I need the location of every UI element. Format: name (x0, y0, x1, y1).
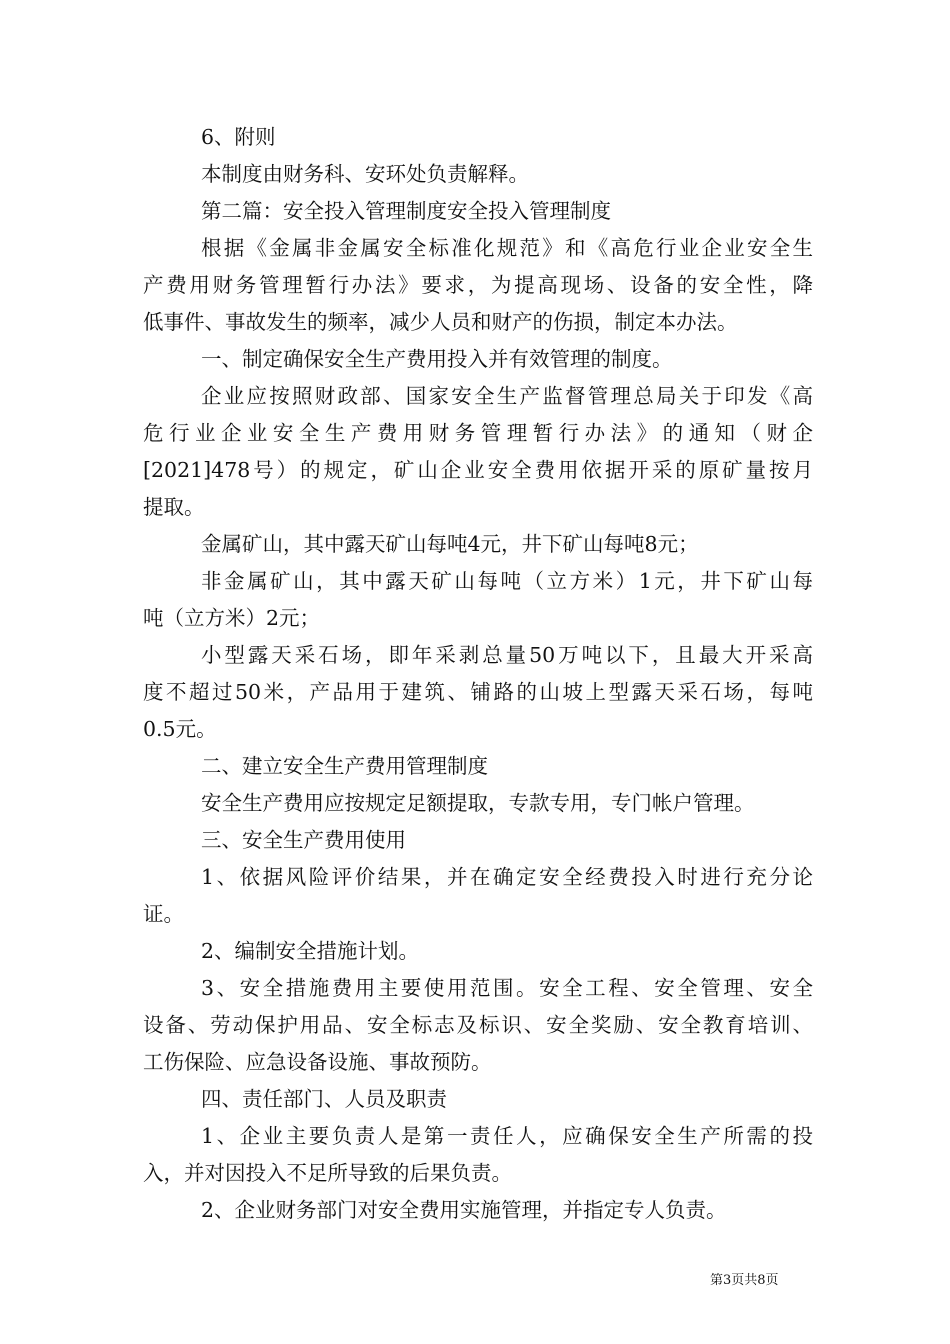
text-line: 提取。 (143, 495, 205, 519)
text-line: 0.5元。 (143, 717, 217, 741)
text-line: 2、企业财务部门对安全费用实施管理，并指定专人负责。 (201, 1198, 727, 1222)
text-line: 1、依据风险评价结果，并在确定安全经费投入时进行充分论 (201, 865, 813, 889)
text-line: 金属矿山，其中露天矿山每吨4元，井下矿山每吨8元； (201, 532, 699, 556)
text-line: 吨（立方米）2元； (143, 606, 321, 630)
paragraph (143, 563, 813, 637)
paragraph (143, 156, 813, 193)
section-heading (143, 822, 813, 859)
paragraph (143, 970, 813, 1081)
text-line: 本制度由财务科、安环处负责解释。 (201, 162, 529, 186)
text-line: 三、安全生产费用使用 (201, 828, 406, 852)
paragraph (143, 1192, 813, 1229)
text-line: 小型露天采石场，即年采剥总量50万吨以下，且最大开采高 (201, 643, 813, 667)
paragraph (143, 341, 813, 378)
section-heading (143, 1081, 813, 1118)
section-heading (143, 748, 813, 785)
paragraph (143, 230, 813, 341)
text-line: 证。 (143, 902, 184, 926)
text-line: 2、编制安全措施计划。 (201, 939, 420, 963)
text-line: 度不超过50米，产品用于建筑、铺路的山坡上型露天采石场，每吨 (143, 680, 813, 704)
paragraph (143, 785, 813, 822)
text-line: 四、责任部门、人员及职责 (201, 1087, 447, 1111)
text-line: 安全生产费用应按规定足额提取，专款专用，专门帐户管理。 (201, 791, 755, 815)
text-line: 二、建立安全生产费用管理制度 (201, 754, 488, 778)
paragraph (143, 859, 813, 933)
paragraph (143, 1118, 813, 1192)
text-line: 低事件、事故发生的频率，减少人员和财产的伤损，制定本办法。 (143, 310, 738, 334)
paragraph (143, 637, 813, 748)
paragraph (143, 526, 813, 563)
paragraph (143, 378, 813, 526)
text-line: 企业应按照财政部、国家安全生产监督管理总局关于印发《高 (201, 384, 813, 408)
document-body (143, 119, 813, 1229)
text-line: 一、制定确保安全生产费用投入并有效管理的制度。 (201, 347, 673, 371)
text-line: 设备、劳动保护用品、安全标志及标识、安全奖励、安全教育培训、 (143, 1013, 813, 1037)
text-line: 第二篇：安全投入管理制度安全投入管理制度 (201, 199, 611, 223)
text-line: 入，并对因投入不足所导致的后果负责。 (143, 1161, 512, 1185)
text-line: [2021]478号）的规定，矿山企业安全费用依据开采的原矿量按月 (143, 458, 813, 482)
text-line: 1、企业主要负责人是第一责任人，应确保安全生产所需的投 (201, 1124, 813, 1148)
text-line: 产费用财务管理暂行办法》要求，为提高现场、设备的安全性，降 (143, 273, 813, 297)
text-line: 工伤保险、应急设备设施、事故预防。 (143, 1050, 492, 1074)
section-heading (143, 193, 813, 230)
text-line: 非金属矿山，其中露天矿山每吨（立方米）1元，井下矿山每 (201, 569, 813, 593)
page-number: 第3页共8页 (710, 1273, 779, 1288)
text-line: 根据《金属非金属安全标准化规范》和《高危行业企业安全生 (201, 236, 813, 260)
text-line: 3、安全措施费用主要使用范围。安全工程、安全管理、安全 (201, 976, 813, 1000)
paragraph (143, 933, 813, 970)
paragraph (143, 119, 813, 156)
text-line: 危行业企业安全生产费用财务管理暂行办法》的通知（财企 (143, 421, 813, 445)
text-line: 6、附则 (201, 125, 276, 149)
